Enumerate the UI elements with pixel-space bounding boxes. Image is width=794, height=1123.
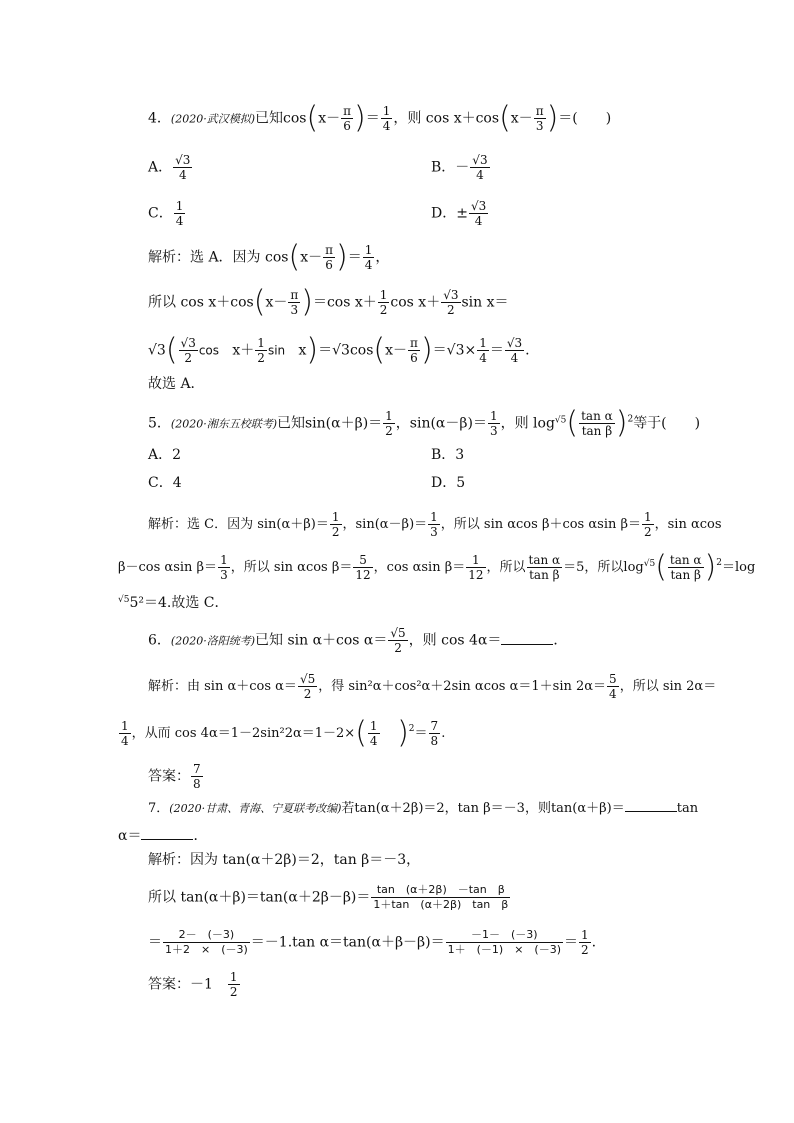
q4-stem: 4．(2020·武汉模拟)已知cos(x－ $\frac{\pi}{6}$ )＝ $\frac{1}{4}$ ，则 cos x＋cos(x－ $\frac{\pi}{3}$ )＝( ) (148, 100, 612, 136)
q7-source: (2020·甘肃、青海、宁夏联考改编) (169, 802, 342, 815)
q4-solution-line-1: 解析：选 A．因为 cos(x－ $\frac{\pi}{6}$ )＝ $\frac{1}{4}$ ， (148, 239, 390, 275)
q5-solution-line-1: 解析：选 C．因为 sin(α＋β)＝ $\frac{1}{2}$ ，sin(α－β)＝ $\frac{1}{3}$ ，所以 sin αcos β＋cos αsin β＝ $\frac{1}{2}$ ，sin αcos (148, 510, 722, 539)
q4-source: (2020·武汉模拟) (170, 112, 255, 126)
q6-source: (2020·洛阳统考) (170, 634, 255, 648)
q7-number: 7． (148, 801, 170, 816)
q4-option-d[interactable]: D．± $\frac{√3}{4}$ (431, 199, 487, 228)
q7-solution-line-3: ＝ $\frac{2- (-3)}{1+2 \times (-3)}$ ＝－1.tan α＝tan(α＋β－β)＝ $\frac{-1- (-3)}{1+ (-1) \times (-3)}$ ＝ $\frac{1}{2}$ . (148, 928, 597, 957)
q5-stem: 5．(2020·湘东五校联考)已知sin(α＋β)＝ $\frac{1}{2}$ ，sin(α－β)＝ $\frac{1}{3}$ ，则 $\log^{√5}$( $\frac{\text{tan α}}{\text{tan β}}$ )$^2$等于( ) (148, 405, 701, 441)
q7-stem-line-1: 7．(2020·甘肃、青海、宁夏联考改编)若tan(α＋2β)＝2，tan β＝－3，则tan(α＋β)＝ tan (148, 797, 698, 818)
q4-option-a[interactable]: A． $\frac{√3}{4}$ (148, 153, 191, 182)
q4-solution-conclusion: 故选 A． (148, 376, 205, 392)
q4-number: 4． (148, 110, 171, 127)
q5-option-c[interactable]: C．4 (148, 475, 182, 491)
q4-solution-line-2: 所以 cos x＋cos(x－ $\frac{\pi}{3}$ )＝cos x＋ $\frac{1}{2}$ cos x＋ $\frac{√3}{2}$ sin x＝ (148, 284, 509, 320)
q6-answer: 答案： $\frac{7}{8}$ (148, 762, 201, 791)
q7-solution-line-2: 所以 tan(α＋β)＝tan(α＋2β－β)＝ $\frac{\text{tan (α＋2β) －tan β}}{\text{1＋tan (α＋2β) tan β}}$ (148, 883, 509, 911)
q5-source: (2020·湘东五校联考) (170, 417, 277, 431)
q6-number: 6． (148, 632, 171, 649)
q5-option-a[interactable]: A．2 (148, 447, 182, 463)
q4-option-b[interactable]: B．－ $\frac{√3}{4}$ (431, 153, 488, 182)
q5-solution-line-3: $^{√5}$5²＝4.故选 C． (118, 595, 229, 611)
q6-answer-blank[interactable] (501, 630, 553, 645)
q7-answer-blank-1[interactable] (625, 797, 677, 812)
q7-solution-line-1: 解析：因为 tan(α＋2β)＝2，tan β＝－3， (148, 852, 421, 868)
q4-option-c[interactable]: C． $\frac{1}{4}$ (148, 199, 184, 228)
q6-solution-line-2: $\frac{1}{4}$ ，从而 cos 4α＝1－2sin²2α＝1－2×( $\frac{1}{4}$ )$^2$＝ $\frac{7}{8}$ . (121, 715, 446, 751)
q6-stem: 6．(2020·洛阳统考)已知 sin α＋cos α＝ $\frac{√5}{2}$ ，则 cos 4α＝ ． (148, 626, 568, 655)
q4-answer-paren: ＝( ) (558, 110, 612, 127)
q6-solution-line-1: 解析：由 sin α＋cos α＝ $\frac{√5}{2}$ ，得 sin²α＋cos²α＋2sin αcos α＝1＋sin 2α＝ $\frac{5}{4}$ ，所以 sin 2α＝ (148, 672, 717, 701)
q7-answer-blank-2[interactable] (141, 825, 193, 840)
q5-solution-line-2: β－cos αsin β＝ $\frac{1}{3}$ ，所以 sin αcos β＝ $\frac{5}{12}$ ，cos αsin β＝ $\frac{1}{12}$ ，所以 $\frac{\text{tan α}}{\text{tan β}}$ ＝5，所以$\log^{√5}$( $\frac{\text{tan α}}{\text{tan β}}$ )$^2$＝log (118, 549, 756, 585)
q5-option-d[interactable]: D．5 (431, 475, 466, 491)
q7-stem-line-2: α＝ ． (118, 825, 207, 845)
q4-solution-line-3: √3( $\frac{√3}{2}$ cos x＋ $\frac{1}{2}$ sin x)＝√3cos(x－ $\frac{\pi}{6}$ )＝√3× $\frac{1}{4}$ ＝ $\frac{√3}{4}$ . (148, 332, 530, 368)
q5-number: 5． (148, 415, 171, 432)
q7-answer: 答案：－1 $\frac{1}{2}$ (148, 970, 238, 999)
q5-option-b[interactable]: B．3 (431, 447, 465, 463)
